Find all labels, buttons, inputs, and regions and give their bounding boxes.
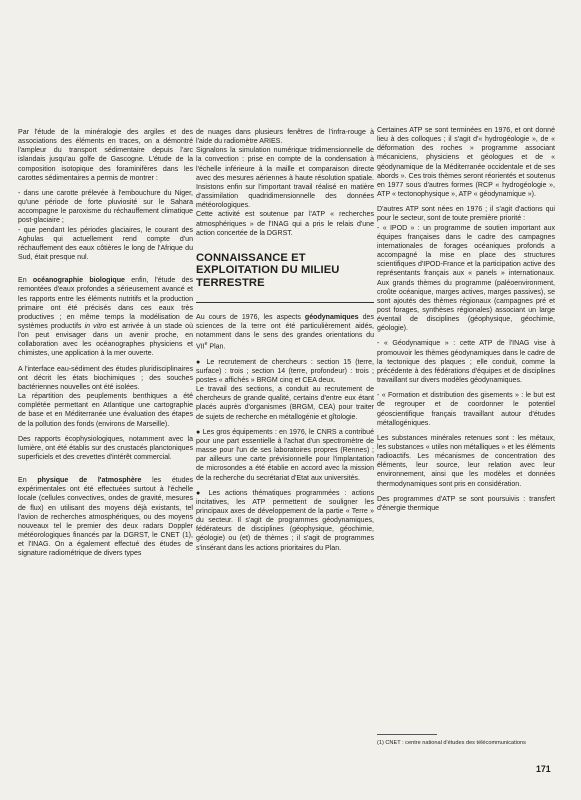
paragraph: - dans une carotte prélevée à l'embouchure du Niger, qu'une période de forte pluviosité sur le Sahara accompagne le paroxisme du réchauffement climatique post-glaciaire ; bbox=[18, 189, 193, 225]
text-run: En bbox=[18, 277, 33, 285]
column-3 bbox=[377, 126, 555, 519]
page-number: 171 bbox=[536, 764, 551, 774]
paragraph bbox=[18, 276, 193, 358]
text-run: les études expérimentales ont été effectuées surtout à l'échelle locale (cellules convectives, ondes de gravité, mesures de flux) en utilisant des moyens déjà existants, tel l'avion de recherches atmosphériques, ou des moyens nouveaux tel le premier des deux radars Doppler météorologiques financés par la DGRST, le CNET (1), et l'INAG. On a également effectué des études de signature radiométrique de divers types bbox=[18, 477, 193, 558]
text-run: Au cours de 1976, les aspects bbox=[196, 313, 305, 321]
paragraph: ● Les actions thématiques programmées : actions incitatives, les ATP permettent de souligner les principaux axes de développement de la partie « Terre » du secteur. Il s'agit de programmes géodynamiques, fédérateurs de disciplines (géophysique, géochimie, géologie) ou (et) de thèmes ; il s'agit de programmes s'insérant dans les actions prioritaires du Plan. bbox=[196, 489, 374, 552]
paragraph bbox=[18, 476, 193, 558]
paragraph: ● Le recrutement de chercheurs : section 15 (terre, surface) : trois ; section 14 (terre, profondeur) : trois ; postes « affichés » BRGM cinq et CEA deux. bbox=[196, 358, 374, 384]
paragraph: Les substances minérales retenues sont : les métaux, les substances « utiles non métalliques » et les éléments radioactifs. Les mécanismes de concentration des éléments, leur source, leur relation avec leur environnement, ainsi que les modèles et données thermodynamiques sont pris en considération. bbox=[377, 434, 555, 488]
paragraph: Le travail des sections, a conduit au recrutement de chercheurs de grande qualité, certains d'entre eux étant placés auprès d'organismes (BRGM, CEA) pour traiter de sujets de recherche en métallogénie et gîtologie. bbox=[196, 386, 374, 421]
paragraph: - « IPOD » : un programme de soutien important aux équipes françaises dans le cadre des campagnes internationales de forages océaniques profonds a accompagné la mise en place des structures scientifiques d'IPOD-France et la participation active des représentants français aux « panels » internationaux. Aux grands thèmes du programme (paléoenvironment, croûte océanique, marges actives, marges passives), se sont ajoutés des thèmes régionaux (campagnes pré et post forages, synthèses régionales) associant un large éventail de disciplines (géophysique, géochimie, géologie). bbox=[377, 224, 555, 333]
paragraph: La répartition des peuplements benthiques a été complétée permettant en Atlantique une cartographie de base et en Méditerranée une évaluation des étapes de la pollution des fonds (environs de Marseille). bbox=[18, 393, 193, 428]
paragraph: D'autres ATP sont nées en 1976 ; il s'agit d'actions qui pour le secteur, sont de toute première priorité : bbox=[377, 206, 555, 223]
footnote: (1) CNET : centre national d'études des télécommunications bbox=[377, 740, 526, 746]
paragraph: - « Formation et distribution des gisements » : le but est de regrouper et de coordonner le potentiel géoscientifique français travaillant autour d'études métallogéniques. bbox=[377, 392, 555, 427]
text-run: enfin, l'étude des remontées d'eaux profondes a sérieusement avancé et les rapports entre les éléments nutritifs et la production primaire ont été précisés dans ces eaux très productives ; en même temps la modélisation de systèmes productifs bbox=[18, 277, 194, 330]
paragraph: Cette activité est soutenue par l'ATP « recherches atmosphériques » de l'INAG qui a pris le relais d'une action concertée de la DGRST. bbox=[196, 211, 374, 237]
paragraph: - que pendant les périodes glaciaires, le courant des Aghulas qui actuellement rend compte d'un réchauffement des eaux côtières le long de l'Afrique du Sud, était presque nul. bbox=[18, 226, 193, 262]
text-run: in vitro bbox=[84, 322, 107, 330]
paragraph: A l'interface eau-sédiment des études pluridisciplinaires ont décrit les états biochimiques ; des souches bactériennes nouvelles ont été isolées. bbox=[18, 365, 193, 391]
section-divider bbox=[196, 302, 374, 303]
paragraph: Certaines ATP se sont terminées en 1976, et ont donné lieu à des colloques ; il s'agit d'« hydrogéologie », de « déformation des roches » programme associant mécaniciens, physiciens et géologues et de « géodynamique de la Méditerranée occidentale et de ses abords ». Ces trois thèmes seront réorientés et soutenus en 1977 sous d'autres formes (RCP « hydrogéologie », ATP « tectonophysique », ATP « géodynamique »). bbox=[377, 127, 555, 199]
text-run: Plan. bbox=[207, 343, 226, 351]
paragraph: - « Géodynamique » : cette ATP de l'INAG vise à promouvoir les thèmes géodynamiques dans le cadre de la tectonique des plaques ; elle conduit, comme la précédente à des fédérations d'équipes et de disciplines travaillant sur divers modèles géodynamiques. bbox=[377, 340, 555, 385]
column-1 bbox=[18, 128, 193, 565]
paragraph: Des rapports écophysiologiques, notamment avec la lumière, ont été établis sur des crustacés planctoniques superficiels et des crevettes d'intérêt commercial. bbox=[18, 435, 193, 461]
topic-heading-atmosphere: physique de l'atmosphère bbox=[37, 477, 142, 485]
paragraph bbox=[196, 313, 374, 352]
paragraph: de nuages dans plusieurs fenêtres de l'infra-rouge à l'aide du radiomètre ARIES. bbox=[196, 129, 374, 146]
footnote-divider bbox=[377, 734, 437, 735]
paragraph: ● Les gros équipements : en 1976, le CNRS a contribué pour une part essentielle à l'achat d'un spectromètre de masse pour l'un de ses laboratoires propres (Rennes) ; par ailleurs une carte prévisionnelle pour l'implantation de microsondes a été établie en accord avec la mission de la recherche du secrétariat d'Etat aux universités. bbox=[196, 428, 374, 482]
topic-heading-oceanographie: océanographie biologique bbox=[32, 277, 125, 285]
paragraph: Des programmes d'ATP se sont poursuivis : transfert d'énergie thermique bbox=[377, 495, 555, 512]
section-title: CONNAISSANCE ET EXPLOITATION DU MILIEU TERRESTRE bbox=[196, 251, 340, 290]
text-run: e bbox=[204, 341, 208, 348]
text-run: En bbox=[18, 477, 38, 485]
text-run: des sciences de la terre ont été particulièrement aidés, notamment dans le sens des grandes orientations du VII bbox=[196, 313, 374, 351]
column-2 bbox=[196, 128, 374, 559]
text-run: est arrivée à un stade où l'on peut envisager dans un avenir proche, en collaboration avec les océanographes physiciens et chimistes, une application à la mer ouverte. bbox=[18, 322, 193, 358]
paragraph: Signalons la simulation numérique tridimensionnelle de la convection : prise en compte de la condensation à l'échelle inférieure à la maille et comparaison directe avec des mesures aériennes à haute résolution spatiale. Insistons enfin sur l'important travail réalisé en matière d'assimilation quadridimensionnelle des données météorologiques. bbox=[196, 147, 374, 210]
text-run: géodynamiques bbox=[304, 313, 359, 321]
paragraph: Par l'étude de la minéralogie des argiles et des associations des éléments en traces, on a démontré l'ampleur du transport sédimentaire depuis l'arc islandais jusqu'au golfe de Gascogne. L'étude de la composition isotopique des foraminifères dans les carottes sédimentaires a permis de montrer : bbox=[18, 129, 193, 182]
